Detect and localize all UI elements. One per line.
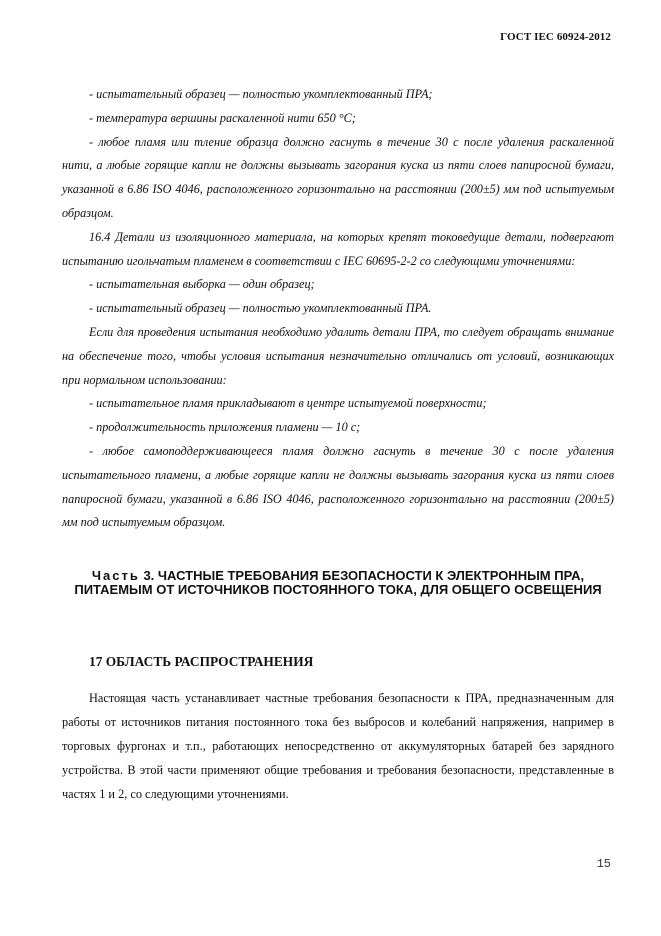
list-item: - любое пламя или тление образца должно гаснуть в течение 30 с после удаления раскаленной нити, а любые горящие капли не должны вызывать загорания куска из пяти слоев папиросной бумаги, указанной в 6.86 ISO 4046, расположенного горизонтально на расстоянии (200±5) мм под испытуемым образцом. <box>62 134 614 220</box>
list-item: - испытательный образец — полностью укомплектованный ПРА; <box>89 87 433 101</box>
part-title <box>62 569 614 597</box>
page-number: 15 <box>596 857 611 871</box>
list-item: - температура вершины раскаленной нити 650 °С; <box>89 110 356 125</box>
scope-text-block <box>62 686 614 806</box>
paragraph: Настоящая часть устанавливает частные требования безопасности к ПРА, предназначенным для работы от источников питания постоянного тока без выбросов и колебаний напряжения, например в торговых фургонах и т.п., работающих непосредственно от аккумуляторных батарей без зарядного устройства. В этой части применяют общие требования и требования безопасности, представленные в частях 1 и 2, со следующими уточнениями. <box>62 691 614 801</box>
part-title-text: 3. ЧАСТНЫЕ ТРЕБОВАНИЯ БЕЗОПАСНОСТИ К ЭЛЕКТРОННЫМ ПРА, ПИТАЕМЫМ ОТ ИСТОЧНИКОВ ПОСТОЯННОГО ТОКА, ДЛЯ ОБЩЕГО ОСВЕЩЕНИЯ <box>74 568 602 597</box>
list-item: - продолжительность приложения пламени — 10 с; <box>89 420 361 435</box>
list-item: - испытательный образец — полностью укомплектованный ПРА. <box>89 301 432 316</box>
list-item: - любое самоподдерживающееся пламя должно гаснуть в течение 30 с после удаления испытательного пламени, а любые горящие капли не должны вызывать загорания куска из пяти слоев папиросной бумаги, указанной в 6.86 ISO 4046, расположенного горизонтально на расстоянии (200±5) мм под испытуемым образцом. <box>62 443 614 530</box>
document-header: ГОСТ IEC 60924-2012 <box>500 31 611 43</box>
section-title: 17 ОБЛАСТЬ РАСПРОСТРАНЕНИЯ <box>89 654 314 669</box>
body-text-block <box>62 83 614 535</box>
list-item: - испытательная выборка — один образец; <box>89 277 315 292</box>
part-prefix: Часть <box>91 568 140 583</box>
paragraph: Если для проведения испытания необходимо удалить детали ПРА, то следует обращать внимание на обеспечение того, чтобы условия испытания незначительно отличались от условий, возникающих при нормальном использовании: <box>62 324 614 387</box>
list-item: - испытательное пламя прикладывают в центре испытуемой поверхности; <box>89 396 487 411</box>
clause-16-4: 16.4 Детали из изоляционного материала, на которых крепят токоведущие детали, подвергают испытанию игольчатым пламенем в соответствии с IEC 60695-2-2 со следующими уточнениями: <box>62 229 614 268</box>
